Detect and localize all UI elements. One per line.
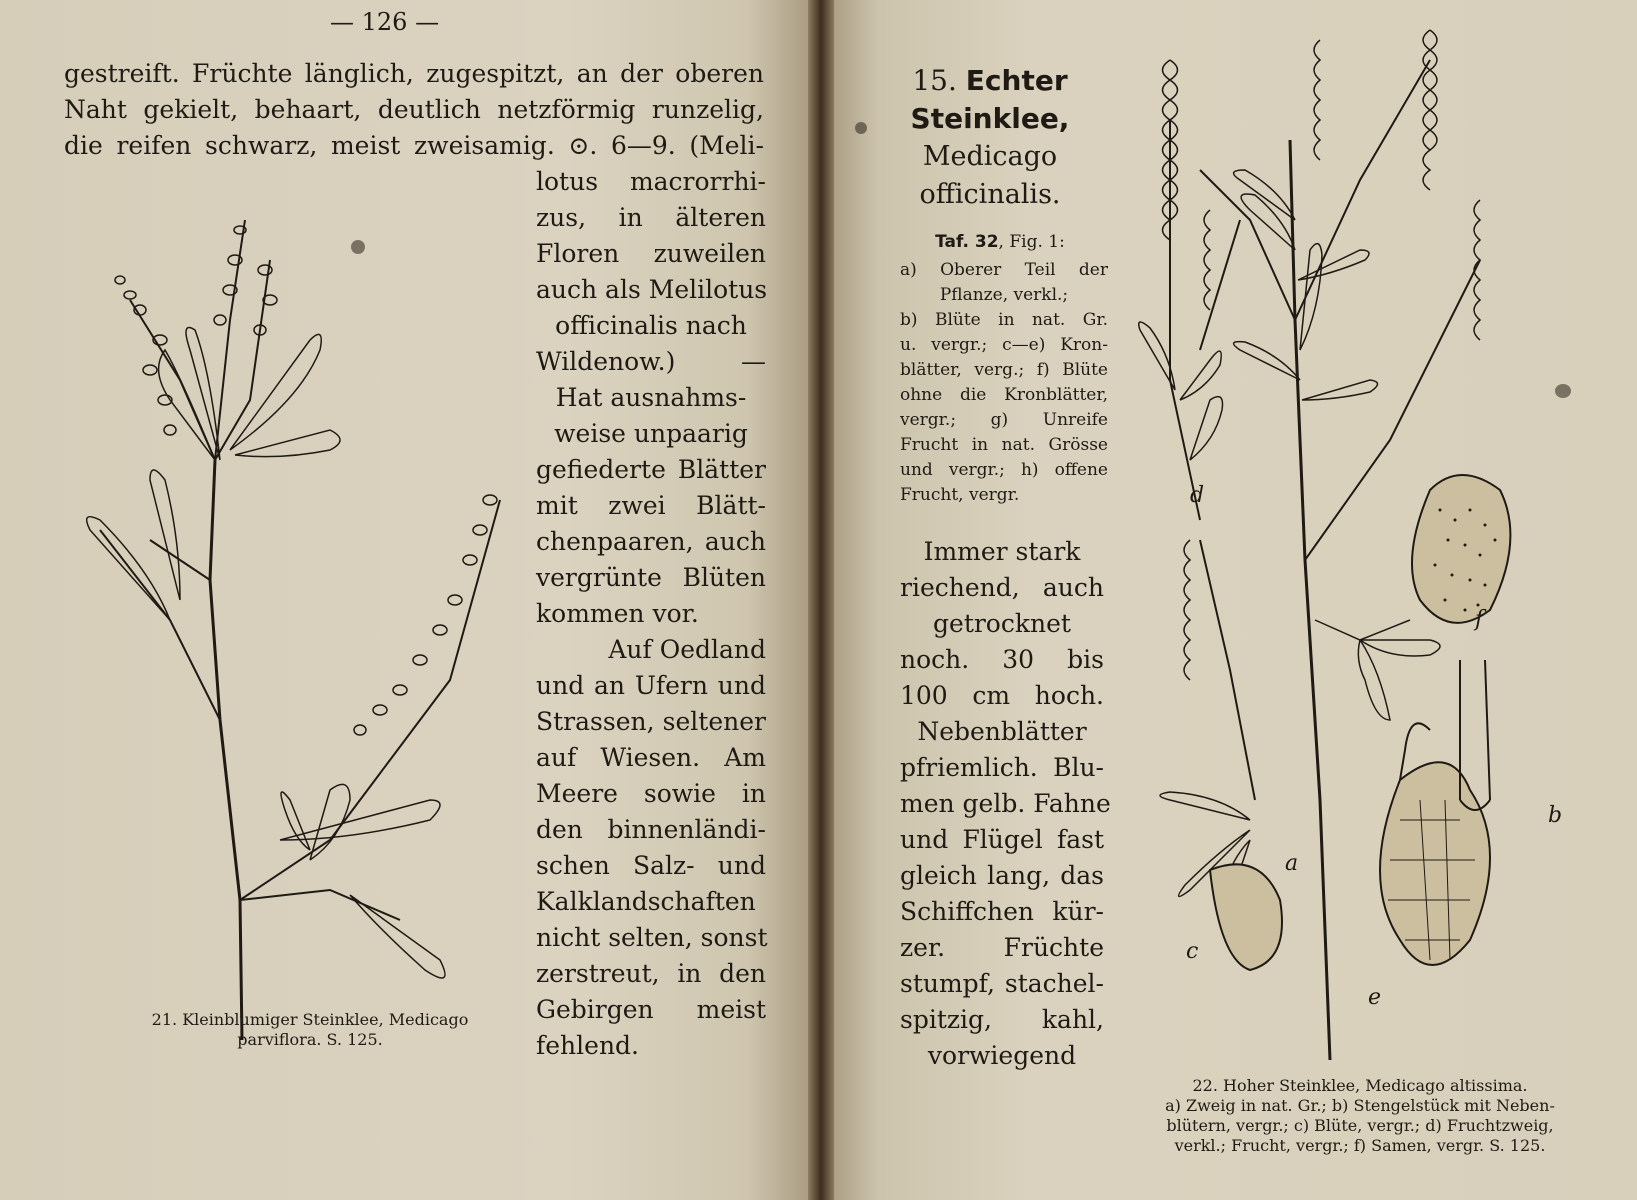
right-body-text [900,534,1111,1074]
tall-sweet-clover-illustration-22 [1130,20,1580,1080]
species-name-1: Echter [965,64,1068,97]
left-col-line: fehlend. [536,1031,639,1060]
paper-stain [351,240,365,254]
figure-letter-c: c [1186,939,1199,964]
latin-name-1: Medicago [922,141,1058,172]
latin-name-2: officinalis. [919,179,1061,210]
figure-21-caption-line-1: 21. Kleinblumiger Steinklee, Medicago [151,1010,469,1029]
legend-line: Frucht, vergr. [900,485,1020,505]
book-gutter [808,0,834,1200]
left-col-line: schen Salz- und [536,851,766,880]
left-col-line: den binnenländi- [536,815,766,844]
species-number: 15. [912,64,957,97]
figure-21-caption-line-2: parviflora. S. 125. [237,1030,383,1049]
plate-legend [900,258,1108,508]
left-col-line: auf Wiesen. Am [536,743,766,772]
left-col-line: und an Ufern und [536,671,766,700]
left-text-line-3: die reifen schwarz, meist zweisamig. ⊙. 6—9. (Meli- [64,131,764,160]
left-col-line: officinalis nach [555,311,747,340]
figure-letter-e: e [1368,985,1382,1010]
species-name-2: Steinklee, [910,102,1070,135]
left-col-line: Gebirgen meist [536,995,766,1024]
legend-line: blätter, verg.; f) Blüte [900,360,1108,380]
legend-line: u. vergr.; c—e) Kron- [900,335,1108,355]
legend-line: Pflanze, verkl.; [939,285,1069,305]
right-body-line: gleich lang, das [900,861,1104,890]
right-body-line: 100 cm hoch. [900,681,1104,710]
left-col-line: zerstreut, in den [536,959,766,988]
left-col-line: Floren zuweilen [536,239,766,268]
figure-letter-b: b [1548,803,1563,828]
left-col-line: auch als Melilotus [536,275,768,304]
figure-letter-f: f [1475,607,1484,632]
legend-line: vergr.; g) Unreife [900,410,1108,430]
plate-figure: , Fig. 1: [998,232,1065,252]
right-body-line: vorwiegend [927,1041,1077,1070]
species-heading [880,62,1100,214]
right-body-line: men gelb. Fahne [900,789,1111,818]
right-body-line: Schiffchen kür- [900,897,1104,926]
right-body-line: pfriemlich. Blu- [900,753,1104,782]
figure-letter-a: a [1285,851,1299,876]
paper-stain [1555,384,1571,398]
left-text-line-2: Naht gekielt, behaart, deutlich netzförmig runzelig, [64,95,764,124]
right-body-line: getrocknet [933,609,1071,638]
left-col-line: weise unpaarig [554,419,748,448]
left-col-line: chenpaaren, auch [536,527,766,556]
figure-22-caption-line-4: verkl.; Frucht, vergr.; f) Samen, vergr. S. 125. [1174,1136,1546,1155]
left-col-line: Kalklandschaften [536,887,756,916]
left-col-line: mit zwei Blätt- [536,491,766,520]
left-col-line: Auf Oedland [608,635,766,664]
plate-number: Taf. 32 [935,232,999,252]
legend-line: a) Oberer Teil der [900,260,1108,280]
left-col-line: vergrünte Blüten [536,563,766,592]
right-body-line: riechend, auch [900,573,1104,602]
page-number: — 126 — [330,8,440,36]
legend-line: und vergr.; h) offene [900,460,1108,480]
right-body-line: und Flügel fast [900,825,1104,854]
right-body-line: zer. Früchte [900,933,1104,962]
plate-reference [900,230,1100,255]
right-body-line: Immer stark [923,537,1081,566]
left-col-line: zus, in älteren [536,203,766,232]
figure-letter-d: d [1190,483,1205,508]
figure-22-caption-line-2: a) Zweig in nat. Gr.; b) Stengelstück mit Neben- [1165,1096,1555,1115]
right-body-line: Nebenblätter [917,717,1087,746]
left-col-line: kommen vor. [536,599,699,628]
figure-22-caption-line-3: blütern, vergr.; c) Blüte, vergr.; d) Fruchtzweig, [1166,1116,1554,1135]
left-column-text [536,164,766,1064]
sweet-clover-illustration-21 [70,200,530,1040]
legend-line: ohne die Kronblätter, [900,385,1108,405]
right-body-line: noch. 30 bis [900,645,1104,674]
legend-line: b) Blüte in nat. Gr. [900,310,1108,330]
left-col-line: gefiederte Blätter [536,455,766,484]
right-body-line: spitzig, kahl, [900,1005,1104,1034]
left-col-line: lotus macrorrhi- [536,167,766,196]
left-col-line: Hat ausnahms- [555,383,747,412]
left-col-line: Strassen, seltener [536,707,766,736]
left-col-line: Meere sowie in [536,779,766,808]
left-text-line-1: gestreift. Früchte länglich, zugespitzt, an der oberen [64,59,764,88]
figure-22-caption-line-1: 22. Hoher Steinklee, Medicago altissima. [1192,1076,1528,1095]
right-body-line: stumpf, stachel- [900,969,1104,998]
left-col-line: Wildenow.) — [536,347,766,376]
legend-line: Frucht in nat. Grösse [900,435,1108,455]
paper-stain [855,122,867,134]
left-col-line: nicht selten, sonst [536,923,768,952]
